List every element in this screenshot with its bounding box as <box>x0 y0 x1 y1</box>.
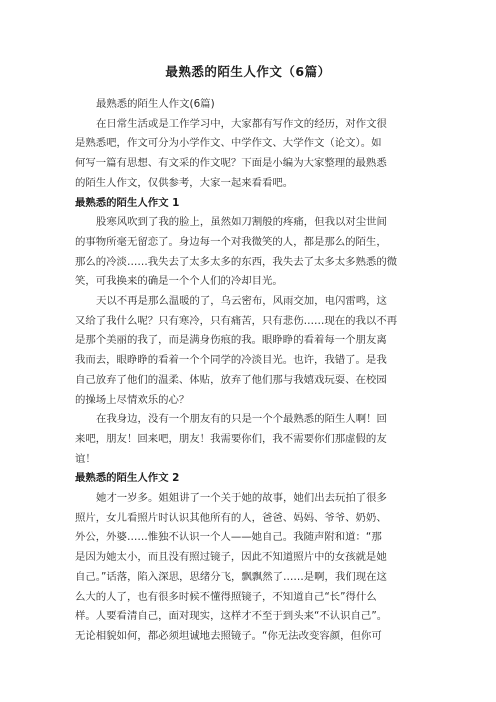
paragraph-line: 我而去，眼睁睁的看着一个个同学的冷淡目光。也许，我错了。是我 <box>75 354 387 367</box>
document-title: 最熟悉的陌生人作文（6篇） <box>165 64 331 79</box>
paragraph-line: 是熟悉吧，作文可分为小学作文、中学作文、大学作文（论文）。如 <box>75 137 382 150</box>
paragraph-line: 在我身边，没有一个朋友有的只是一个个最熟悉的陌生人啊！回 <box>96 413 387 426</box>
paragraph-line: 样。人要看清自己，面对现实，这样才不至于到头来“不认识自己”。 <box>75 610 388 623</box>
paragraph-line: 何写一篇有思想、有文采的作文呢？下面是小编为大家整理的最熟悉 <box>75 157 387 170</box>
paragraph-line: 来吧，朋友！回来吧，朋友！我需要你们，我不需要你们那虚假的友 <box>75 432 387 445</box>
paragraph-line: 又给了我什么呢？只有寒冷，只有痛苦，只有悲伤……现在的我以不再 <box>75 314 398 327</box>
section-heading: 最熟悉的陌生人作文 1 <box>75 196 180 209</box>
paragraph-line: 自己。”话落，陷入深思，思绪分飞，飘飘然了……是啊，我们现在这 <box>75 570 387 583</box>
paragraph-line: 的事物所毫无留恋了。身边每一个对我微笑的人，都是那么的陌生， <box>75 235 387 248</box>
paragraph-line: 那么的冷淡……我失去了太多太多的东西，我失去了太多太多熟悉的微 <box>75 255 398 268</box>
paragraph-line: 她才一岁多。姐姐讲了一个关于她的故事，她们出去玩拍了很多 <box>96 492 387 505</box>
paragraph-line: 谊！ <box>75 452 96 465</box>
paragraph-line: 的陌生人作文，仅供参考，大家一起来看看吧。 <box>75 176 294 189</box>
paragraph-line: 无论相貌如何，都必须坦诚地去照镜子。“你无法改变容颜，但你可 <box>75 629 382 642</box>
paragraph-line: 最熟悉的陌生人作文(6篇) <box>96 98 215 110</box>
paragraph-line: 的操场上尽情欢乐的心？ <box>75 393 190 406</box>
paragraph-line: 天以不再是那么温暖的了，乌云密布，风雨交加，电闪雷鸣，这 <box>96 295 387 308</box>
paragraph-line: 笑，可我换来的确是一个个人们的冷却目光。 <box>75 275 283 288</box>
paragraph-line: 照片，女儿看照片时认识其他所有的人，爸爸、妈妈、爷爷、奶奶、 <box>75 511 387 524</box>
paragraph-line: 是因为她太小，而且没有照过镜子，因此不知道照片中的女孩就是她 <box>75 551 387 564</box>
paragraph-line: 自己放弃了他们的温柔、体贴，放弃了他们那与我嬉戏玩耍、在校园 <box>75 373 387 386</box>
paragraph-line: 是那个美丽的我了，而是满身伤痕的我。眼睁睁的看着每一个朋友离 <box>75 334 387 347</box>
section-heading: 最熟悉的陌生人作文 2 <box>75 472 180 485</box>
paragraph-line: 股寒风吹到了我的脸上，虽然如刀割般的疼痛，但我以对尘世间 <box>96 216 387 229</box>
paragraph-line: 外公，外婆……惟独不认识一个人——她自己。我随声附和道：“那 <box>75 531 382 544</box>
paragraph-line: 么大的人了，也有很多时候不懂得照镜子，不知道自己“长”得什么 <box>75 590 377 603</box>
paragraph-line: 在日常生活或是工作学习中，大家都有写作文的经历，对作文很 <box>96 117 387 130</box>
document-body <box>75 95 423 647</box>
